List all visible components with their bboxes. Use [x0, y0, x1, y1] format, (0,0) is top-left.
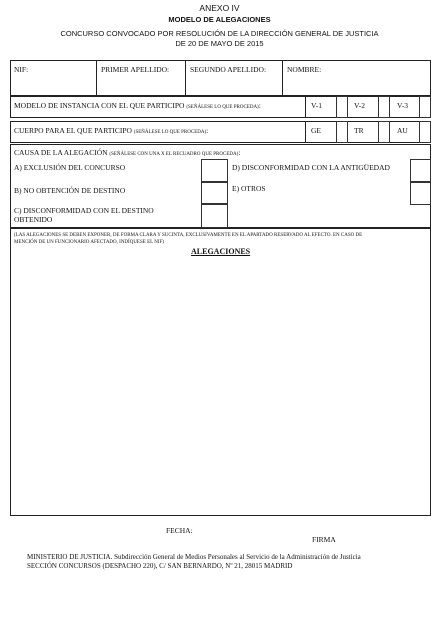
form-subtitle-line2: DE 20 DE MAYO DE 2015: [175, 39, 264, 48]
causa-label: CAUSA DE LA ALEGACIÓN (SEÑÁLESE CON UNA X EL RECUADRO QUE PROCEDA):: [14, 148, 241, 157]
modelo-option-v1: V-1: [311, 101, 322, 110]
cuerpo-tr-checkbox[interactable]: [378, 121, 390, 143]
causa-option-e: E) OTROS: [232, 184, 266, 193]
nombre-label: NOMBRE:: [287, 65, 322, 74]
nif-field[interactable]: [10, 60, 96, 96]
causa-option-d: D) DISCONFORMIDAD CON LA ANTIGÜEDAD: [232, 163, 390, 172]
ministerio-line: MINISTERIO DE JUSTICIA. Subdirección General de Medios Personales al Servicio de la Administración de Justicia: [27, 553, 361, 561]
nombre-field[interactable]: [283, 60, 431, 96]
modelo-v2-checkbox[interactable]: [378, 96, 390, 118]
alegaciones-note-line1: (LAS ALEGACIONES SE DEBEN EXPONER, DE FORMA CLARA Y SUCINTA, EXCLUSIVAMENTE EN EL APARTADO RESERVADO AL EFECTO. EN CASO DE: [14, 233, 363, 238]
causa-b-checkbox[interactable]: [201, 182, 228, 204]
modelo-instancia-label: MODELO DE INSTANCIA CON EL QUE PARTICIPO (SEÑÁLESE LO QUE PROCEDA):: [14, 101, 261, 110]
seccion-concursos-line: SECCIÓN CONCURSOS (DESPACHO 220), C/ SAN BERNARDO, Nº 21, 28015 MADRID: [27, 562, 293, 570]
firma-label: FIRMA: [312, 535, 336, 544]
primer-apellido-label: PRIMER APELLIDO:: [101, 65, 170, 74]
cuerpo-ge-checkbox[interactable]: [336, 121, 348, 143]
modelo-v3-checkbox[interactable]: [419, 96, 431, 118]
causa-option-a: A) EXCLUSIÓN DEL CONCURSO: [14, 163, 126, 172]
alegaciones-note-line2: MENCIÓN DE UN FUNCIONARIO AFECTADO, INDÍQUESE EL NIF): [14, 240, 164, 245]
cuerpo-label: CUERPO PARA EL QUE PARTICIPO (SEÑÁLESE LO QUE PROCEDA):: [14, 126, 209, 135]
causa-option-b: B) NO OBTENCIÓN DE DESTINO: [14, 186, 126, 195]
causa-c-checkbox[interactable]: [201, 204, 228, 228]
cuerpo-au-checkbox[interactable]: [419, 121, 431, 143]
modelo-option-v2: V-2: [354, 101, 365, 110]
nif-label: NIF:: [14, 65, 29, 74]
primer-apellido-field[interactable]: [97, 60, 185, 96]
form-subtitle-line1: CONCURSO CONVOCADO POR RESOLUCIÓN DE LA DIRECCIÓN GENERAL DE JUSTICIA: [60, 29, 379, 38]
fecha-label: FECHA:: [166, 526, 193, 535]
causa-a-checkbox[interactable]: [201, 159, 228, 182]
alegaciones-textarea[interactable]: [12, 259, 429, 514]
modelo-v1-checkbox[interactable]: [336, 96, 348, 118]
causa-d-checkbox[interactable]: [410, 159, 431, 182]
causa-e-checkbox[interactable]: [410, 182, 431, 205]
form-title: MODELO DE ALEGACIONES: [168, 15, 271, 24]
cuerpo-option-au: AU: [397, 126, 408, 135]
causa-option-c: C) DISCONFORMIDAD CON EL DESTINO OBTENIDO: [14, 206, 154, 224]
cuerpo-option-ge: GE: [311, 126, 321, 135]
segundo-apellido-field[interactable]: [186, 60, 282, 96]
anexo-label: ANEXO IV: [199, 3, 240, 13]
modelo-option-v3: V-3: [397, 101, 408, 110]
cuerpo-option-tr: TR: [354, 126, 364, 135]
segundo-apellido-label: SEGUNDO APELLIDO:: [190, 65, 267, 74]
alegaciones-heading: ALEGACIONES: [191, 247, 251, 256]
